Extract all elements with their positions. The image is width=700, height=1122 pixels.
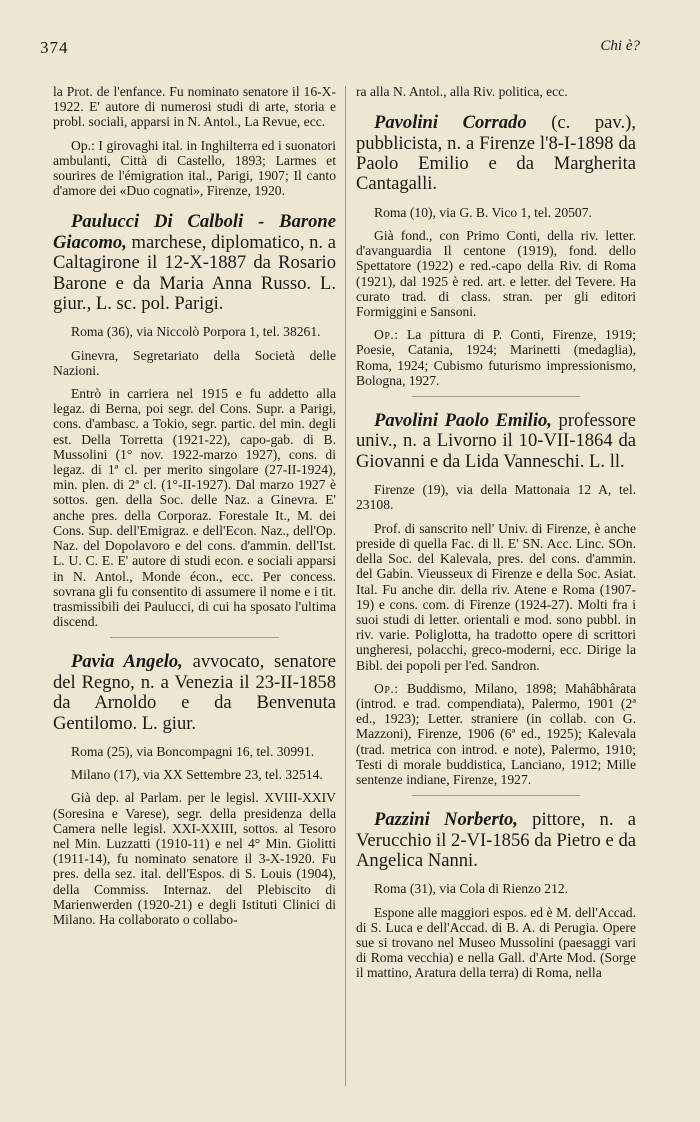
- page-number: 374: [40, 38, 69, 57]
- entry-name: Pavolini Corrado: [374, 112, 527, 134]
- works-text: La pittura di P. Conti, Firenze, 1919; Poesie, Catania, 1924; Marinetti (medaglia), Roma, 1924; Cubismo futurismo impressionismo, Bologna, 1927.: [356, 327, 636, 388]
- entry-name: Paulucci Di Calboli - Barone Giacomo,: [53, 211, 336, 253]
- entry-separator: [110, 637, 280, 638]
- entry-separator: [412, 795, 580, 796]
- entry-address: Ginevra, Segretariato della Società delle Nazioni.: [53, 347, 336, 378]
- entry-description: (c. pav.), pubblicista, n. a Firenze l'8-I-1898 da Paolo Emilio e da Margherita Cantagalli.: [356, 112, 636, 195]
- entry-heading-pavia: [53, 652, 336, 734]
- entry-heading-pavolini-paolo: [356, 411, 636, 472]
- entry-address: Firenze (19), via della Mattonaia 12 A, tel. 23108.: [356, 482, 636, 513]
- entry-address: Roma (31), via Cola di Rienzo 212.: [374, 881, 569, 897]
- entry-name: Pavolini Paolo Emilio,: [374, 410, 552, 432]
- entry-body: Già dep. al Parlam. per le legisl. XVIII-XXIV (Soresina e Varese), segr. della presidenza della Camera nelle legisl. XXI-XXIII, sottos. al Tesoro nel Min. Luzzatti (1910-11) e nel 4° Min. Giolitti (1911-14), fu nominato senatore il 3-X-1920. Fu pres. della sez. ital. dell'Espos. di S. Louis (1904), della Commiss. Internaz. del Plebiscito di Marienwerden (1920-21) e degli Istituti Clinici di Milano. Ha collaborato o collabo-: [53, 790, 336, 927]
- entry-description: avvocato, senatore del Regno, n. a Venezia il 23-II-1858 da Arnoldo e da Benvenuta Gentilomo. L. giur.: [53, 651, 337, 734]
- entry-heading-paulucci: [53, 212, 336, 314]
- continued-text: la Prot. de l'enfance. Fu nominato senatore il 16-X-1922. E' autore di numerosi studi di arte, storia e probl. sociali, apparsi in N. Antol., La Revue, ecc.: [53, 84, 336, 130]
- entry-heading-pavolini-corrado: [356, 113, 636, 195]
- entry-body: Già fond., con Primo Conti, della riv. letter. d'avanguardia Il centone (1919), fond. dello Spettatore (1922) e red.-capo della Riv. di Roma (1921), dal 1925 è red. art. e letter. del Tevere. Ha curato trad. di class. stran. per gli editori Formiggini e Sansoni.: [356, 228, 636, 320]
- entry-heading-pazzini: [356, 810, 636, 871]
- entry-description: professore univ., n. a Livorno il 10-VII-1864 da Giovanni e da Lida Vanneschi. L. ll.: [356, 410, 636, 472]
- page-header: [36, 38, 664, 62]
- works-label: Op.:: [374, 327, 399, 343]
- entry-body: Entrò in carriera nel 1915 e fu addetto alla legaz. di Berna, poi segr. del Cons. Supr. a Parigi, cons. d'ambasc. a Tokio, segr. partic. del min. degli est. Della Torretta (1921-22), capo-gab. di B. Mussolini (1° nov. 1922-marzo 1927), cons. di legaz. di 1ª cl. per merito singolare (27-II-1924), min. plen. di 2ª cl. (1°-II-1927). Dal marzo 1927 è sottos. gen. della Soc. delle Naz. a Ginevra. E' anche pres. della Corporaz. Forestale It., M. dei Cons. Sup. dell'Emigraz. e dell'Econ. Naz., dell'Op. Naz. del Dopolavoro e del cons. d'ammin. dell'Ist. L. U. C. E. E' autore di studi econ. e sociali apparsi in N. Antol., Monde écon., ecc. Per concess. sovrana gli fu consentito di assumere il nome e i tit. trasmissibili dei Paulucci, di cui ha sposato l'ultima discend.: [53, 386, 336, 630]
- entry-address: Milano (17), via XX Settembre 23, tel. 32514.: [71, 767, 323, 783]
- works-list: [356, 327, 636, 388]
- entry-description: marchese, diplomatico, n. a Caltagirone il 12-X-1887 da Rosario Barone e da Maria Anna Russo. L. giur., L. sc. pol. Parigi.: [53, 231, 336, 315]
- right-column: [356, 84, 636, 989]
- column-divider: [345, 86, 346, 1086]
- works-list: [356, 681, 636, 787]
- entry-name: Pazzini Norberto,: [374, 809, 518, 831]
- works-list: Op.: I girovaghi ital. in Inghilterra ed i suonatori ambulanti, Città di Castello, 1893; Larmes et sourires de l'émigration ital., Parigi, 1907; Il canto d'amore dei «Duo cognati», Firenze, 1920.: [53, 137, 336, 199]
- entry-name: Pavia Angelo,: [71, 651, 183, 673]
- entry-separator: [412, 396, 580, 397]
- entry-body: Prof. di sanscrito nell' Univ. di Firenze, è anche preside di quella Fac. di ll. E' SN. Acc. Linc. SOn. della Soc. del Kalevala, pres. del cons. d'ammin. del Gabin. Vieusseux di Firenze e della Soc. Asiat. Ital. Fu anche dir. della riv. Atene e Roma (1907-19) e cons. com. di Firenze (1924-27). Molti fra i suoi studi di letter. orientali e mod. sono pubbl. in riv. varie. Poliglotta, ha tradotto opere di scrittori ungheresi, polacchi, greco-moderni, ecc. Dirige la Bibl. dei popoli per l'ed. Sandron.: [356, 520, 636, 673]
- continued-text: ra alla N. Antol., alla Riv. politica, ecc.: [356, 84, 568, 99]
- entry-body: Espone alle maggiori espos. ed è M. dell'Accad. di S. Luca e dell'Accad. di B. A. di Perugia. Opere sue si trovano nel Museo Mussolini (paesaggi vari di Roma vecchia) e nella Gall. d'Arte Mod. (Sorge il mattino, Aratura della terra) di Roma, nella: [356, 904, 636, 981]
- works-label: Op.:: [374, 680, 399, 696]
- entry-description: pittore, n. a Verucchio il 2-VI-1856 da Pietro e da Angelica Nanni.: [356, 809, 636, 871]
- running-title: Chi è?: [600, 38, 640, 54]
- entry-address: Roma (10), via G. B. Vico 1, tel. 20507.: [374, 204, 592, 220]
- entry-address: Roma (25), via Boncompagni 16, tel. 30991.: [71, 743, 315, 759]
- entry-address: Roma (36), via Niccolò Porpora 1, tel. 38261.: [71, 324, 321, 340]
- left-column: [53, 84, 336, 935]
- works-text: Buddismo, Milano, 1898; Mahâbhârata (introd. e trad. compendiata), Palermo, 1901 (2ª ed., 1923); Letter. straniere (in collab. con G. Mazzoni), Firenze, 1906 (6ª ed., 1925); Kalevala (trad. metrica con introd. e note), Palermo, 1910; Testi di morale buddistica, Lanciano, 1912; Mille sentenze indiane, Firenze, 1927.: [356, 680, 636, 787]
